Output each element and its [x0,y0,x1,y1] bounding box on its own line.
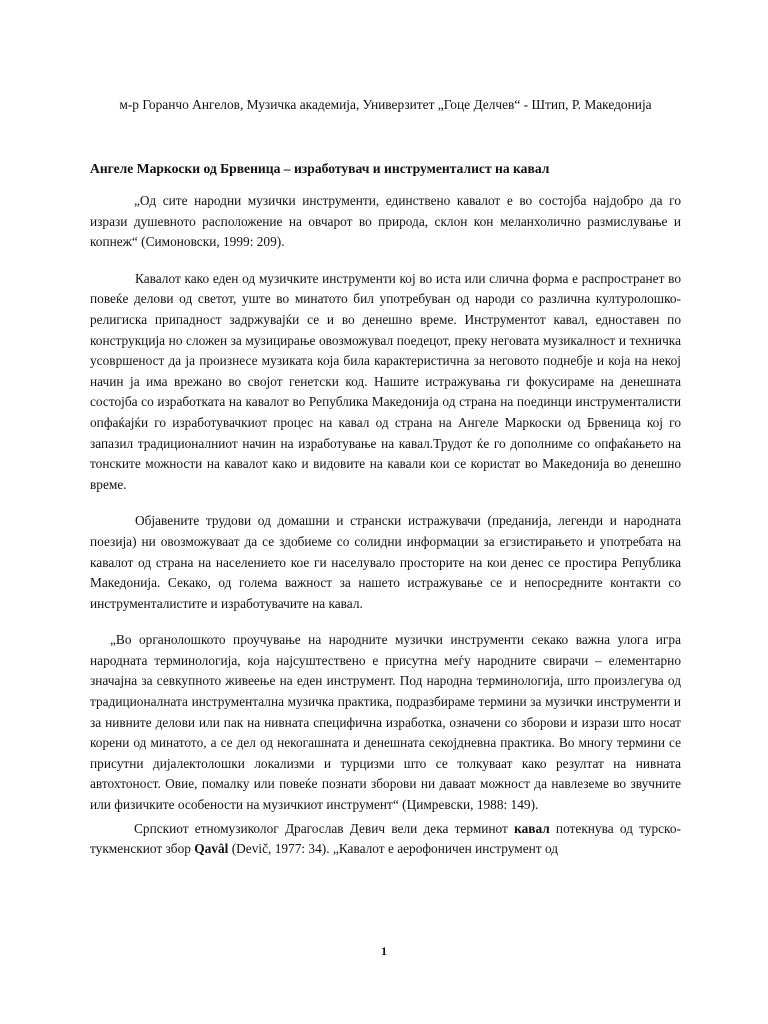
text-run: Српскиот етномузиколог Драгослав Девич вели дека терминот [134,820,515,836]
body-paragraph: Објавените трудови од домашни и странски истражувачи (преданија, легенди и народната поезија) ни овозможуваат да се здобиеме со солидни информации за егзистирањето и употребата на кавалот од страна на населението кое ги населувало просторите на кои денес се простира Република Македонија. Секако, од голема важност за нашето истражување се и непосредните контакти со инструменталистите и изработувачите на кавал. [90,513,681,611]
page-number: 1 [381,944,387,958]
block-quote: „Во органолошкото проучување на народните музички инструменти секако важна улога игра народната терминологија, која најсуштествено е присутна меѓу народните свирачи – елементарно значајна за севкупното живеење на еден инструмент. Под народна терминологија, што произлегува од традиционалната инструментална музичка практика, подразбираме термини за музички инструменти и за нивните делови или пак на нивната специфична изработка, означени со зборови и изрази што носат корени од минатото, а се дел од некогашната и денешната секојдневна практика. Во многу термини се присутни дијалектолошки локализми и турцизми што се толкуваат како резултат на нивната автохтоност. Овие, помалку или повеќе познати зборови ни даваат можност да навлеземе во звучните или физичките особености на музичкиот инструмент“ (Цимревски, 1988: 149). [90,632,681,813]
term-emphasis: кавал [514,820,550,836]
author-affiliation: м-р Горанчо Ангелов, Музичка академија, Универзитет „Гоце Делчев“ - Штип, Р. Македонија [119,97,652,112]
term-emphasis: Qavâl [194,841,229,857]
text-run: потекнува од турско-тукменскиот збор [90,820,681,857]
body-paragraph: Кавалот како еден од музичките инструменти кој во иста или слична форма е распространет во повеќе делови од светот, уште во минатото бил употребуван од народи со различна културолошко-религиска припадност задржувајќи се и во денешно време. Инструментот кавал, едноставен по конструкција но сложен за музицирање овозможувал поедецот, преку неговата музикалност и техничка усовршеност да ја произнесе музиката која била карактеристична за неговото поднебје и која на некој начин ја има врежано во својот генетски код. Нашите истражувања ги фокусираме на денешната состојба со изработката на кавалот во Република Македонија од страна на поединци инструменталисти опфаќајќи го изработувачкиот процес на кавал од страна на Ангеле Маркоски од Брвеница кој го запазил традиционалниот начин на изработување на кавал.Трудот ќе го дополниме со опфаќањето на тонските можности на кавалот како и видовите на кавали кои се користат во Македонија во денешно време. [90,270,681,492]
epigraph-quote: „Од сите народни музички инструменти, единствено кавалот е во состојба најдобро да го изрази душевното расположение на овчарот во природа, склон кон меланхолично размислување и копнеж“ (Симоновски, 1999: 209). [90,193,681,250]
article-title: Ангеле Маркоски од Брвеница – изработувач и инструменталист на кавал [90,161,550,176]
text-run: (Devič, 1977: 34). „Кавалот е аерофоничен инструмент од [228,841,559,857]
body-paragraph-continued [90,819,681,860]
